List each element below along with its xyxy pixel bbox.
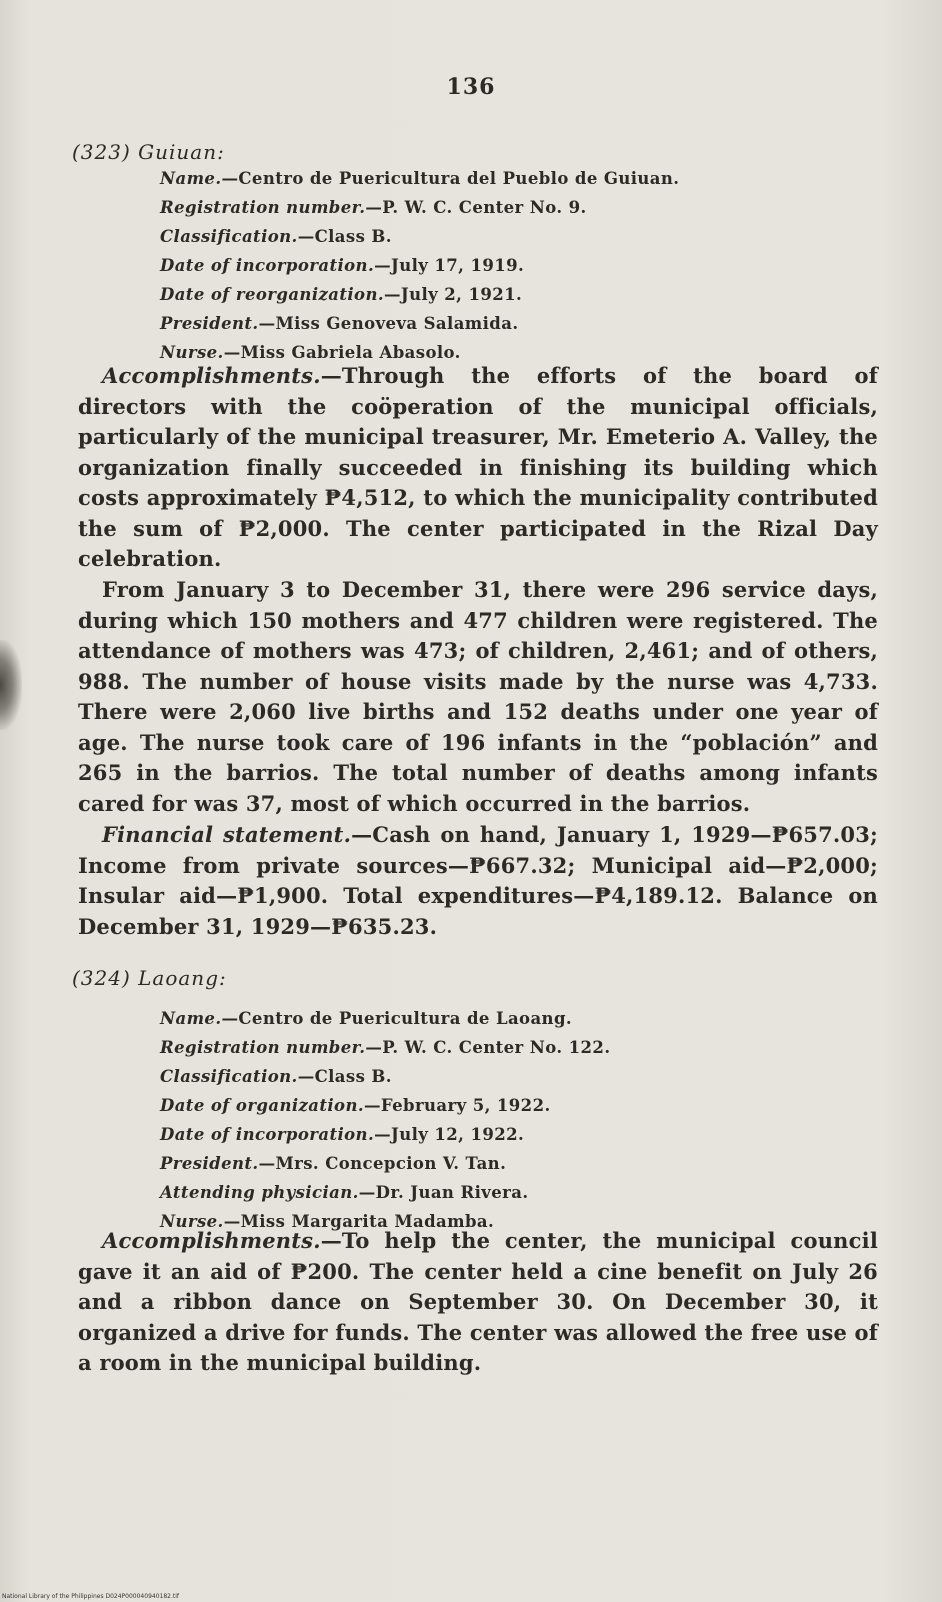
info-line: Classification.—Class B.: [160, 1067, 392, 1086]
info-line: Attending physician.—Dr. Juan Rivera.: [160, 1183, 529, 1202]
info-line: President.—Mrs. Concepcion V. Tan.: [160, 1154, 507, 1173]
info-line: Registration number.—P. W. C. Center No. 122.: [160, 1038, 611, 1057]
laoang-info-block: [160, 1004, 860, 1236]
info-line: Date of incorporation.—July 12, 1922.: [160, 1125, 525, 1144]
guiuan-info-block: [160, 164, 860, 367]
info-line: Classification.—Class B.: [160, 227, 392, 246]
guiuan-financial-paragraph: Financial statement.—Cash on hand, January 1, 1929—₱657.03; Income from private sources—₱667.32; Municipal aid—₱2,000; Insular aid—₱1,900. Total expenditures—₱4,189.12. Balance on December 31, 1929—₱635.23.: [78, 822, 878, 939]
info-line: Name.—Centro de Puericultura de Laoang.: [160, 1009, 573, 1028]
info-line: Date of reorganization.—July 2, 1921.: [160, 285, 523, 304]
binding-shadow: [0, 640, 22, 730]
info-line: Nurse.—Miss Gabriela Abasolo.: [160, 343, 461, 362]
info-line: Date of incorporation.—July 17, 1919.: [160, 256, 525, 275]
info-line: Name.—Centro de Puericultura del Pueblo de Guiuan.: [160, 169, 680, 188]
page-number: 136: [446, 74, 496, 100]
section-heading-guiuan: (323) Guiuan:: [72, 140, 225, 164]
info-line: President.—Miss Genoveva Salamida.: [160, 314, 519, 333]
info-line: Registration number.—P. W. C. Center No. 9.: [160, 198, 587, 217]
info-line: Nurse.—Miss Margarita Madamba.: [160, 1212, 495, 1231]
guiuan-accomplishments-paragraph: Accomplishments.—Through the efforts of the board of directors with the coöperation of the municipal officials, particularly of the municipal treasurer, Mr. Emeterio A. Valley, the organization finally succeeded in finishing its building which costs approximately ₱4,512, to which the municipality contributed the sum of ₱2,000. The center participated in the Rizal Day celebration.: [78, 363, 878, 571]
section-heading-laoang: (324) Laoang:: [72, 966, 227, 990]
footer-scan-label: National Library of the Philippines D024P000040940182.tif: [2, 1593, 180, 1600]
laoang-accomplishments-paragraph: Accomplishments.—To help the center, the municipal council gave it an aid of ₱200. The center held a cine benefit on July 26 and a ribbon dance on September 30. On December 30, it organized a drive for funds. The center was allowed the free use of a room in the municipal building.: [78, 1228, 878, 1375]
info-line: Date of organization.—February 5, 1922.: [160, 1096, 551, 1115]
guiuan-service-paragraph: From January 3 to December 31, there were 296 service days, during which 150 mothers and 477 children were registered. The attendance of mothers was 473; of children, 2,461; and of others, 988. The number of house visits made by the nurse was 4,733. There were 2,060 live births and 152 deaths under one year of age. The nurse took care of 196 infants in the “población” and 265 in the barrios. The total number of deaths among infants cared for was 37, most of which occurred in the barrios.: [78, 577, 878, 816]
